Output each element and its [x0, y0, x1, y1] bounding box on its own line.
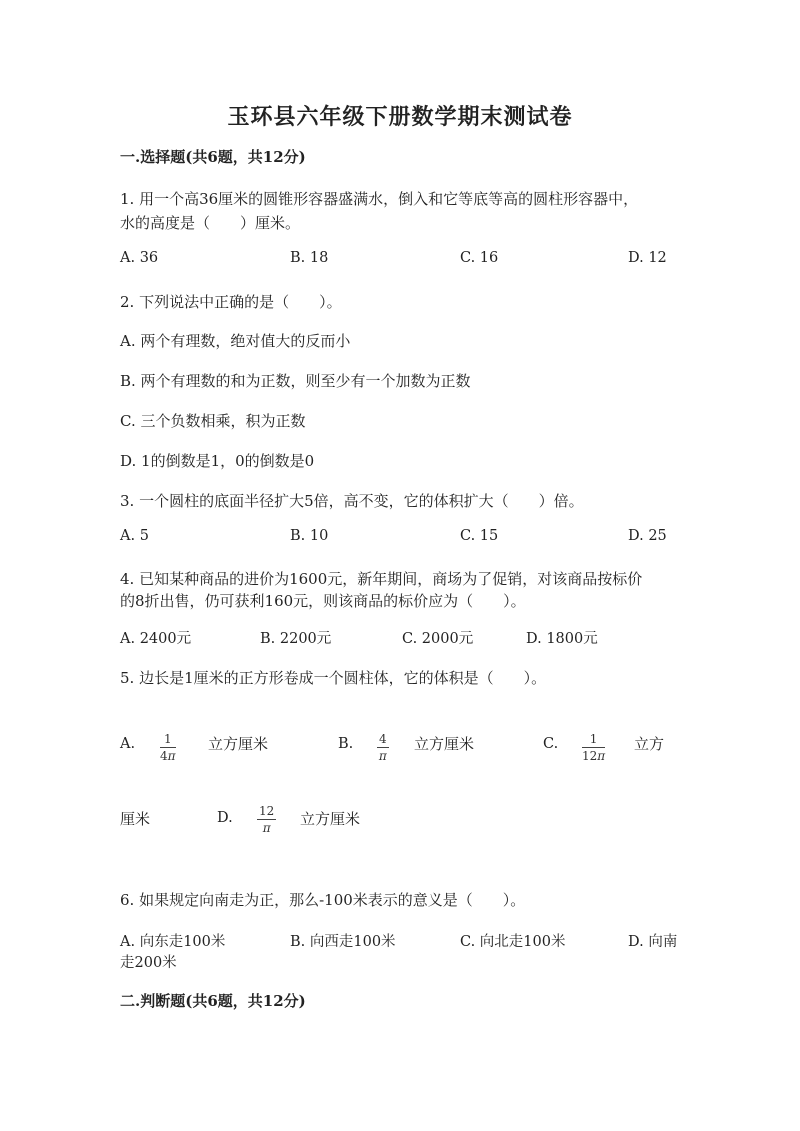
q5-option-c-fraction — [582, 732, 605, 764]
q5-option-b-fraction — [377, 732, 389, 764]
q5-option-d-label: D. — [217, 810, 233, 826]
q5-option-b-label: B. — [338, 736, 354, 752]
fraction-denominator: π — [262, 821, 271, 835]
q6-option-a: A. 向东走100米 — [120, 934, 226, 950]
q3-option-d: D. 25 — [628, 528, 667, 544]
q5-option-c-unit-wrap: 厘米 — [120, 810, 151, 828]
q1-option-a: A. 36 — [120, 250, 159, 266]
q6-option-b: B. 向西走100米 — [290, 934, 396, 950]
q5-option-c-unit: 立方 — [634, 735, 665, 753]
q3-option-a: A. 5 — [120, 528, 149, 544]
section-heading-choice: 一.选择题(共6题，共12分) — [120, 148, 306, 166]
q6-option-c: C. 向北走100米 — [460, 934, 566, 950]
q6-option-d: D. 向南 — [628, 934, 678, 950]
q3-option-b: B. 10 — [290, 528, 329, 544]
q5-option-d-fraction — [257, 804, 276, 836]
fraction-denominator: 12π — [582, 749, 606, 763]
question-3-stem: 3. 一个圆柱的底面半径扩大5倍，高不变，它的体积扩大（ ）倍。 — [120, 492, 584, 510]
question-4-line-1: 4. 已知某种商品的进价为1600元，新年期间，商场为了促销，对该商品按标价 — [120, 570, 643, 588]
fraction-numerator: 1 — [589, 732, 598, 746]
q6-option-d-wrap: 走200米 — [120, 955, 177, 971]
section-heading-judgment: 二.判断题(共6题，共12分) — [120, 992, 306, 1010]
question-4-line-2: 的8折出售，仍可获利160元，则该商品的标价应为（ ）。 — [120, 592, 526, 610]
q4-option-b: B. 2200元 — [260, 631, 332, 647]
page-title: 玉环县六年级下册数学期末测试卷 — [227, 104, 573, 130]
q4-option-a: A. 2400元 — [120, 631, 192, 647]
question-1-line-1: 1. 用一个高36厘米的圆锥形容器盛满水，倒入和它等底等高的圆柱形容器中， — [120, 190, 639, 208]
q5-option-a-fraction — [160, 732, 176, 764]
fraction-numerator: 1 — [163, 732, 172, 746]
question-1-line-2: 水的高度是（ ）厘米。 — [120, 214, 301, 232]
q5-option-d-unit: 立方厘米 — [300, 810, 361, 828]
q2-option-b: B. 两个有理数的和为正数，则至少有一个加数为正数 — [120, 372, 471, 390]
fraction-denominator: π — [378, 749, 387, 763]
q2-option-a: A. 两个有理数，绝对值大的反而小 — [120, 332, 351, 350]
fraction-numerator: 4 — [379, 732, 387, 746]
fraction-denominator: 4π — [160, 749, 176, 763]
q4-option-d: D. 1800元 — [526, 631, 598, 647]
q3-option-c: C. 15 — [460, 528, 499, 544]
q1-option-d: D. 12 — [628, 250, 667, 266]
question-6-stem: 6. 如果规定向南走为正，那么-100米表示的意义是（ ）。 — [120, 891, 526, 909]
q4-option-c: C. 2000元 — [402, 631, 474, 647]
q1-option-b: B. 18 — [290, 250, 329, 266]
q2-option-d: D. 1的倒数是1，0的倒数是0 — [120, 452, 315, 470]
question-5-stem: 5. 边长是1厘米的正方形卷成一个圆柱体，它的体积是（ ）。 — [120, 669, 547, 687]
q5-option-a-label: A. — [120, 736, 136, 752]
q5-option-a-unit: 立方厘米 — [208, 735, 269, 753]
q1-option-c: C. 16 — [460, 250, 499, 266]
q5-option-c-label: C. — [543, 736, 559, 752]
question-2-stem: 2. 下列说法中正确的是（ ）。 — [120, 293, 342, 311]
fraction-numerator: 12 — [259, 804, 275, 818]
q5-option-b-unit: 立方厘米 — [414, 735, 475, 753]
q2-option-c: C. 三个负数相乘，积为正数 — [120, 412, 306, 430]
